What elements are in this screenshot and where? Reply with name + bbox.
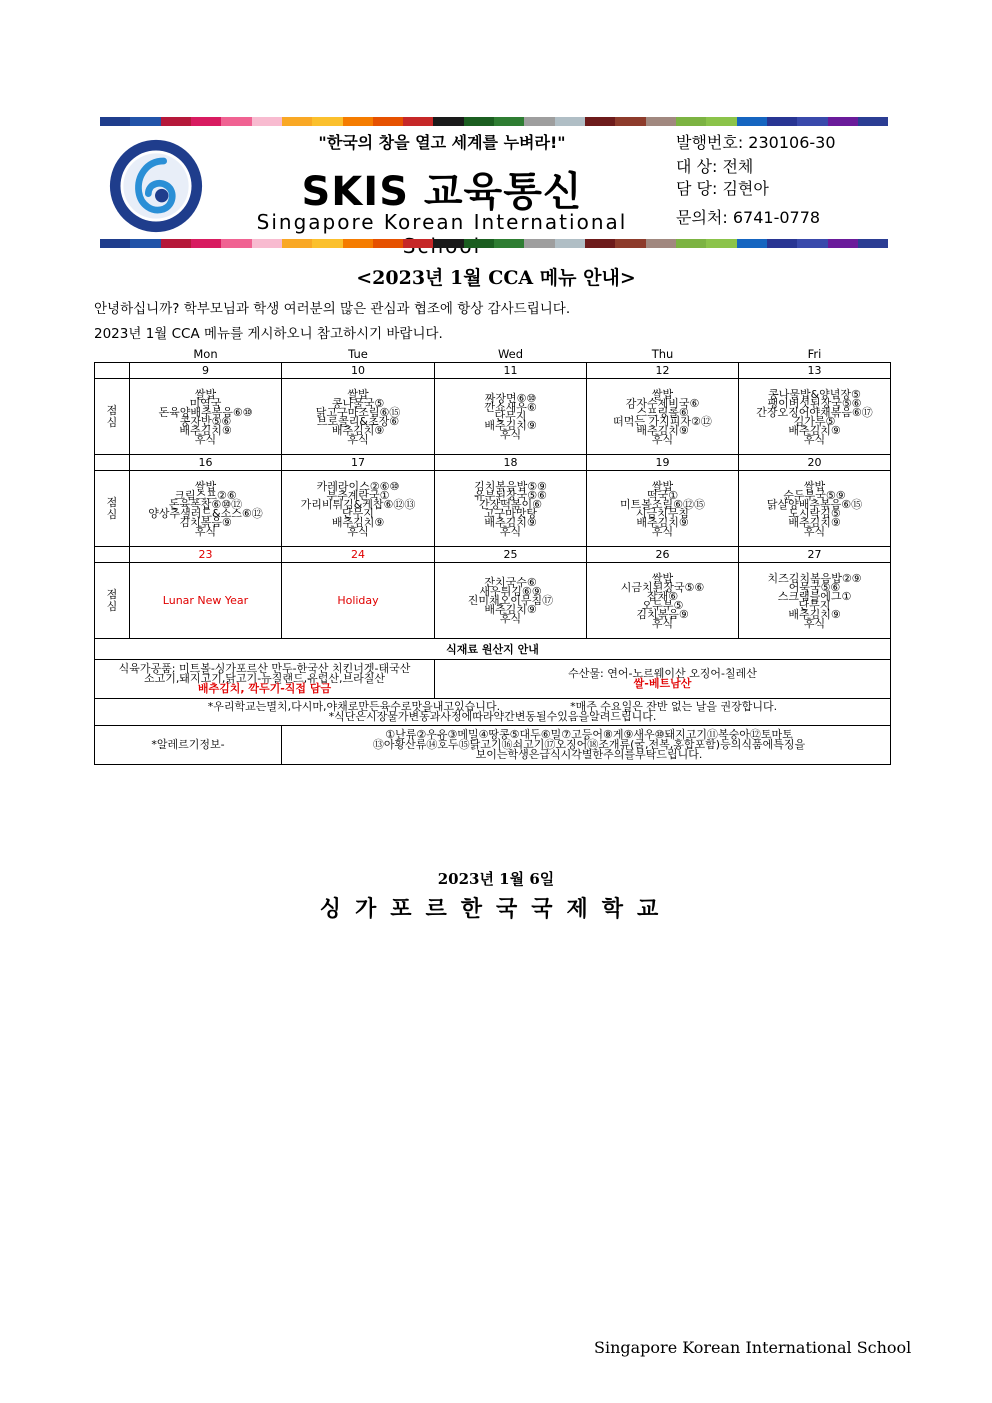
notice-title: <2023년 1월 CCA 메뉴 안내> [356,267,636,289]
school-emblem-icon [108,138,204,234]
menu-cell: 잔치국수⑥ 새우튀김⑥⑨ 진미채오이무침⑰ 배추김치⑨ 후식 [435,563,587,639]
menu-cell: 쌀밥 떡국① 미트볼조림⑥⑫⑮ 시금치무침 배추김치⑨ 후식 [587,471,739,547]
date-cell: 25 [435,547,587,563]
stripe-segment [737,239,767,248]
menu-cell: 쌀밥 미역국 돈육양배추볶음⑥⑩ 콩자반⑤⑥ 배추김치⑨ 후식 [130,379,282,455]
date-label-blank [95,363,130,379]
date-cell: 19 [587,455,739,471]
stripe-segment [130,239,160,248]
meat-origin-line-2: 소고기,돼지고기,닭고기-뉴질랜드,유럽산,브라질산 [143,672,386,685]
zero-waste-note: *매주 수요일은 잔반 없는 날을 권장합니다. [570,700,778,713]
day-header-blank [95,345,130,363]
stripe-segment [373,239,403,248]
date-cell: 20 [739,455,891,471]
menu-cell: 쌀밥 시금치된장국⑤⑥ 잡채⑥ 오두부⑤ 김치볶음⑨ 후식 [587,563,739,639]
seafood-origin-line: 수산물: 연어-노르웨이산 오징어-칠레산 [568,667,757,680]
stripe-segment [646,239,676,248]
meal-label: 점 심 [95,563,130,639]
stripe-segment [585,117,615,126]
menu-cell: 카레라이스②⑥⑩ 부추계란국① 가리비튀김&케찹⑥⑫⑬ 단무지 배추김치⑨ 후식 [282,471,435,547]
date-label-blank [95,455,130,471]
day-header: Tue [348,346,368,361]
menu-cell: 콩나물밥&양념장⑤ 팽이버섯된장국⑤⑥ 간장오징어야채볶음⑥⑰ 김가루⑤ 배추김치⑨ 후식 [739,379,891,455]
date-label-blank [95,547,130,563]
stripe-segment [858,239,888,248]
footer-school-english: Singapore Korean International School [594,1338,912,1357]
stripe-segment [433,117,463,126]
stripe-segment [646,117,676,126]
allergy-line-2: ⑬아황산류⑭호두⑮닭고기⑯쇠고기⑰오징어⑱조개류(굴,전복,홍합포함)등의식품에특징을 [372,738,806,751]
stripe-segment [252,117,282,126]
menu-cell: 쌀밥 크림스프②⑥ 돈육폭찹⑥⑩⑫ 양상추샐러드&소스⑥⑫ 김치볶음⑨ 후식 [130,471,282,547]
allergy-info [282,726,891,765]
allergy-label: *알레르기정보- [95,726,282,765]
stripe-segment [343,117,373,126]
stripe-segment [737,117,767,126]
date-cell: 26 [587,547,739,563]
stripe-segment [191,239,221,248]
stripe-segment [433,239,463,248]
date-cell: 10 [282,363,435,379]
kimchi-origin: 배추김치, 깍두기-직접 담금 [197,682,332,695]
origin-title: 식재료 원산지 안내 [95,639,891,660]
stripe-segment [615,117,645,126]
date-cell: 18 [435,455,587,471]
manager: 담 당: 김현아 [676,179,769,198]
stripe-segment [312,239,342,248]
target-audience: 대 상: 전체 [676,157,754,176]
menu-cell: 짜장면⑥⑩ 깐쇼새우⑥ 단무지 배추김치⑨ 후식 [435,379,587,455]
allergy-line-3: 보이는학생은급식시각별한주의를부탁드립니다. [475,748,703,761]
newsletter-title: SKIS 교육통신 [301,169,583,215]
stripe-segment [282,239,312,248]
menu-cell: Holiday [282,563,435,639]
rice-origin: 쌀-베트남산 [633,677,692,690]
stripe-segment [524,117,554,126]
stripe-segment [706,239,736,248]
stripe-segment [615,239,645,248]
color-stripe-bottom [100,239,888,248]
stripe-segment [191,117,221,126]
broth-note: *우리학교는멸치,다시마,야채로만든육수로맛을내고있습니다. [207,700,501,713]
stripe-segment [464,117,494,126]
menu-change-note: *식단은시장물가변동과사정에따라약간변동될수있음을알려드립니다. [328,710,657,723]
stripe-segment [858,117,888,126]
stripe-segment [221,117,251,126]
date-cell: 11 [435,363,587,379]
menu-cell: 쌀밥 순두부국⑤⑨ 닭살양배추볶음⑥⑮ 도시락김⑤ 배추김치⑨ 후식 [739,471,891,547]
meat-origin [95,660,435,699]
school-english-name: Singapore Korean International [256,210,628,234]
stripe-segment [828,117,858,126]
stripe-segment [100,117,130,126]
day-header: Fri [807,346,822,361]
stripe-segment [403,117,433,126]
stripe-segment [767,239,797,248]
day-header: Thu [651,346,674,361]
menu-cell: 쌀밥 콩나물국⑤ 닭고구마조림⑥⑮ 브로콜리&초장⑥ 배추김치⑨ 후식 [282,379,435,455]
menu-cell: 치즈김치볶음밥②⑨ 어묵국⑤⑥ 스크램블에그① 단무지 배추김치⑨ 후식 [739,563,891,639]
intro-line-1: 안녕하십니까? 학부모님과 학생 여러분의 많은 관심과 협조에 항상 감사드립니다. [94,301,571,317]
slogan: "한국의 창을 열고 세계를 누벼라!" [318,133,566,152]
stripe-segment [130,117,160,126]
date-cell: 27 [739,547,891,563]
stripe-segment [767,117,797,126]
stripe-segment [221,239,251,248]
date-cell: 9 [130,363,282,379]
meal-label: 점 심 [95,379,130,455]
day-header: Wed [497,346,524,361]
stripe-segment [343,239,373,248]
stripe-segment [373,117,403,126]
date-cell: 12 [587,363,739,379]
stripe-segment [312,117,342,126]
seafood-origin [435,660,891,699]
issue-number: 발행번호: 230106-30 [676,133,836,152]
school-korean-name: 싱가포르한국국제학교 [319,896,673,922]
menu-cell: 쌀밥 감자수제비국⑥ 스프링롤⑥ 떠먹는 가지피자②⑫ 배추김치⑨ 후식 [587,379,739,455]
menu-cell: 김치볶음밥⑤⑨ 유부된장국⑤⑥ 간장떡볶이⑥ 고구마맛탕 배추김치⑨ 후식 [435,471,587,547]
stripe-segment [494,117,524,126]
stripe-segment [100,239,130,248]
day-header: Mon [193,346,218,361]
menu-table [94,345,891,765]
meal-label: 점 심 [95,471,130,547]
issue-date: 2023년 1월 6일 [437,870,555,888]
stripe-segment [282,117,312,126]
stripe-segment [464,239,494,248]
stripe-segment [555,117,585,126]
stripe-segment [797,239,827,248]
stripe-segment [797,117,827,126]
stripe-segment [676,117,706,126]
stripe-segment [524,239,554,248]
stripe-segment [403,239,433,248]
intro-line-2: 2023년 1월 CCA 메뉴를 게시하오니 참고하시기 바랍니다. [94,326,443,342]
date-cell: 23 [130,547,282,563]
stripe-segment [161,117,191,126]
color-stripe-top [100,117,888,126]
stripe-segment [161,239,191,248]
contact-number: 문의처: 6741-0778 [676,208,821,227]
date-cell: 13 [739,363,891,379]
meat-origin-line-1: 식육가공품: 미트볼-싱가포르산 만두-한국산 치킨너겟-태국산 [118,662,411,675]
date-cell: 24 [282,547,435,563]
notes [95,699,891,726]
stripe-segment [585,239,615,248]
stripe-segment [676,239,706,248]
menu-cell: Lunar New Year [130,563,282,639]
allergy-line-1: ①난류②우유③메밀④땅콩⑤대두⑥밀⑦고등어⑧게⑨새우⑩돼지고기⑪복숭아⑫토마토 [385,728,793,741]
stripe-segment [706,117,736,126]
stripe-segment [494,239,524,248]
date-cell: 17 [282,455,435,471]
stripe-segment [828,239,858,248]
stripe-segment [555,239,585,248]
stripe-segment [252,239,282,248]
date-cell: 16 [130,455,282,471]
